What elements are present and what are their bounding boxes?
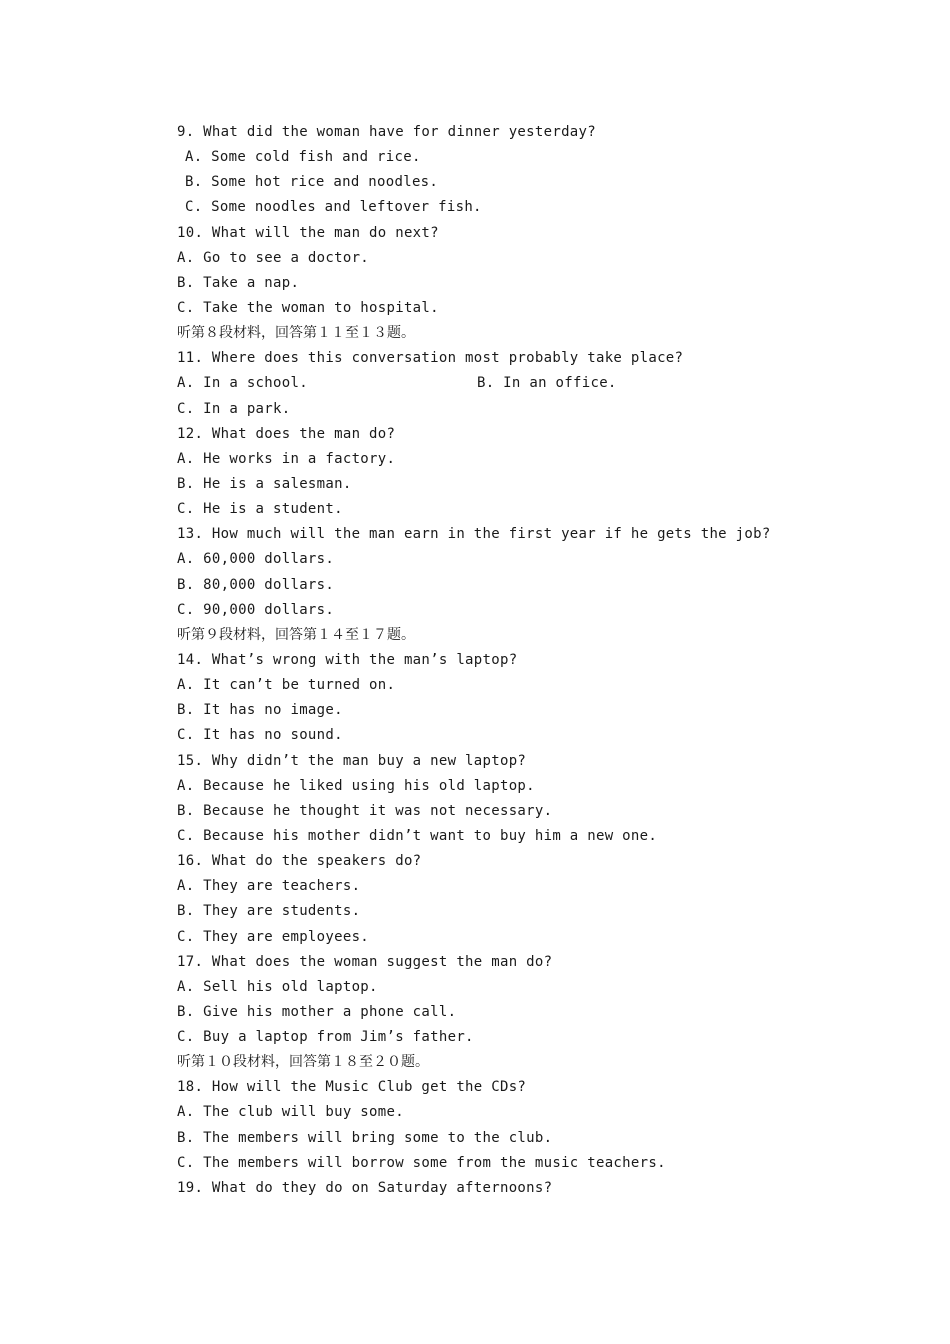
question-text: 10. What will the man do next? bbox=[177, 224, 439, 241]
answer-option: A. He works in a factory. bbox=[177, 450, 396, 467]
section-instruction: 听第９段材料，回答第１４至１７题。 bbox=[177, 626, 415, 643]
answer-option: B. Because he thought it was not necessary. bbox=[177, 802, 553, 819]
answer-option: A. Go to see a doctor. bbox=[177, 249, 370, 266]
answer-option: B. Give his mother a phone call. bbox=[177, 1003, 457, 1020]
answer-option: C. It has no sound. bbox=[177, 727, 343, 744]
answer-option: C. The members will borrow some from the music teachers. bbox=[177, 1154, 666, 1171]
question-text: 12. What does the man do? bbox=[177, 425, 396, 442]
question-text: 19. What do they do on Saturday afternoons? bbox=[177, 1179, 553, 1196]
section-instruction: 听第１０段材料，回答第１８至２０题。 bbox=[177, 1054, 429, 1071]
answer-option: C. Because his mother didn’t want to buy him a new one. bbox=[177, 827, 658, 844]
answer-option: A. Because he liked using his old laptop. bbox=[177, 777, 535, 794]
answer-option: A. They are teachers. bbox=[177, 878, 361, 895]
answer-option: C. They are employees. bbox=[177, 928, 370, 945]
answer-option: C. 90,000 dollars. bbox=[177, 601, 335, 618]
answer-option: C. Buy a laptop from Jim’s father. bbox=[177, 1029, 474, 1046]
answer-option: A. 60,000 dollars. bbox=[177, 551, 335, 568]
answer-option: A. Sell his old laptop. bbox=[177, 978, 378, 995]
answer-option: B. The members will bring some to the club. bbox=[177, 1129, 553, 1146]
answer-option: B. Some hot rice and noodles. bbox=[185, 174, 439, 191]
question-text: 18. How will the Music Club get the CDs? bbox=[177, 1079, 527, 1096]
answer-option: A. It can’t be turned on. bbox=[177, 677, 396, 694]
option-row bbox=[177, 371, 897, 396]
question-text: 9. What did the woman have for dinner yesterday? bbox=[177, 124, 596, 140]
answer-option: C. Some noodles and leftover fish. bbox=[185, 199, 482, 216]
question-text: 17. What does the woman suggest the man do? bbox=[177, 953, 553, 970]
answer-option: A. In a school. bbox=[177, 375, 308, 392]
answer-option: B. They are students. bbox=[177, 903, 361, 920]
answer-option: B. 80,000 dollars. bbox=[177, 576, 335, 593]
answer-option: C. He is a student. bbox=[177, 501, 343, 518]
answer-option: A. The club will buy some. bbox=[177, 1104, 404, 1121]
question-text: 16. What do the speakers do? bbox=[177, 853, 422, 870]
document-body bbox=[177, 120, 897, 1201]
answer-option: B. In an office. bbox=[477, 375, 617, 392]
answer-option: C. Take the woman to hospital. bbox=[177, 299, 439, 316]
question-text: 14. What’s wrong with the man’s laptop? bbox=[177, 651, 518, 668]
question-text: 11. Where does this conversation most probably take place? bbox=[177, 350, 684, 367]
answer-option: B. It has no image. bbox=[177, 702, 343, 719]
answer-option: A. Some cold fish and rice. bbox=[185, 149, 421, 166]
answer-option: B. Take a nap. bbox=[177, 274, 300, 291]
question-text: 13. How much will the man earn in the first year if he gets the job? bbox=[177, 526, 771, 543]
question-text: 15. Why didn’t the man buy a new laptop? bbox=[177, 752, 527, 769]
section-instruction: 听第８段材料，回答第１１至１３题。 bbox=[177, 325, 415, 342]
answer-option: C. In a park. bbox=[177, 400, 291, 417]
answer-option: B. He is a salesman. bbox=[177, 475, 352, 492]
